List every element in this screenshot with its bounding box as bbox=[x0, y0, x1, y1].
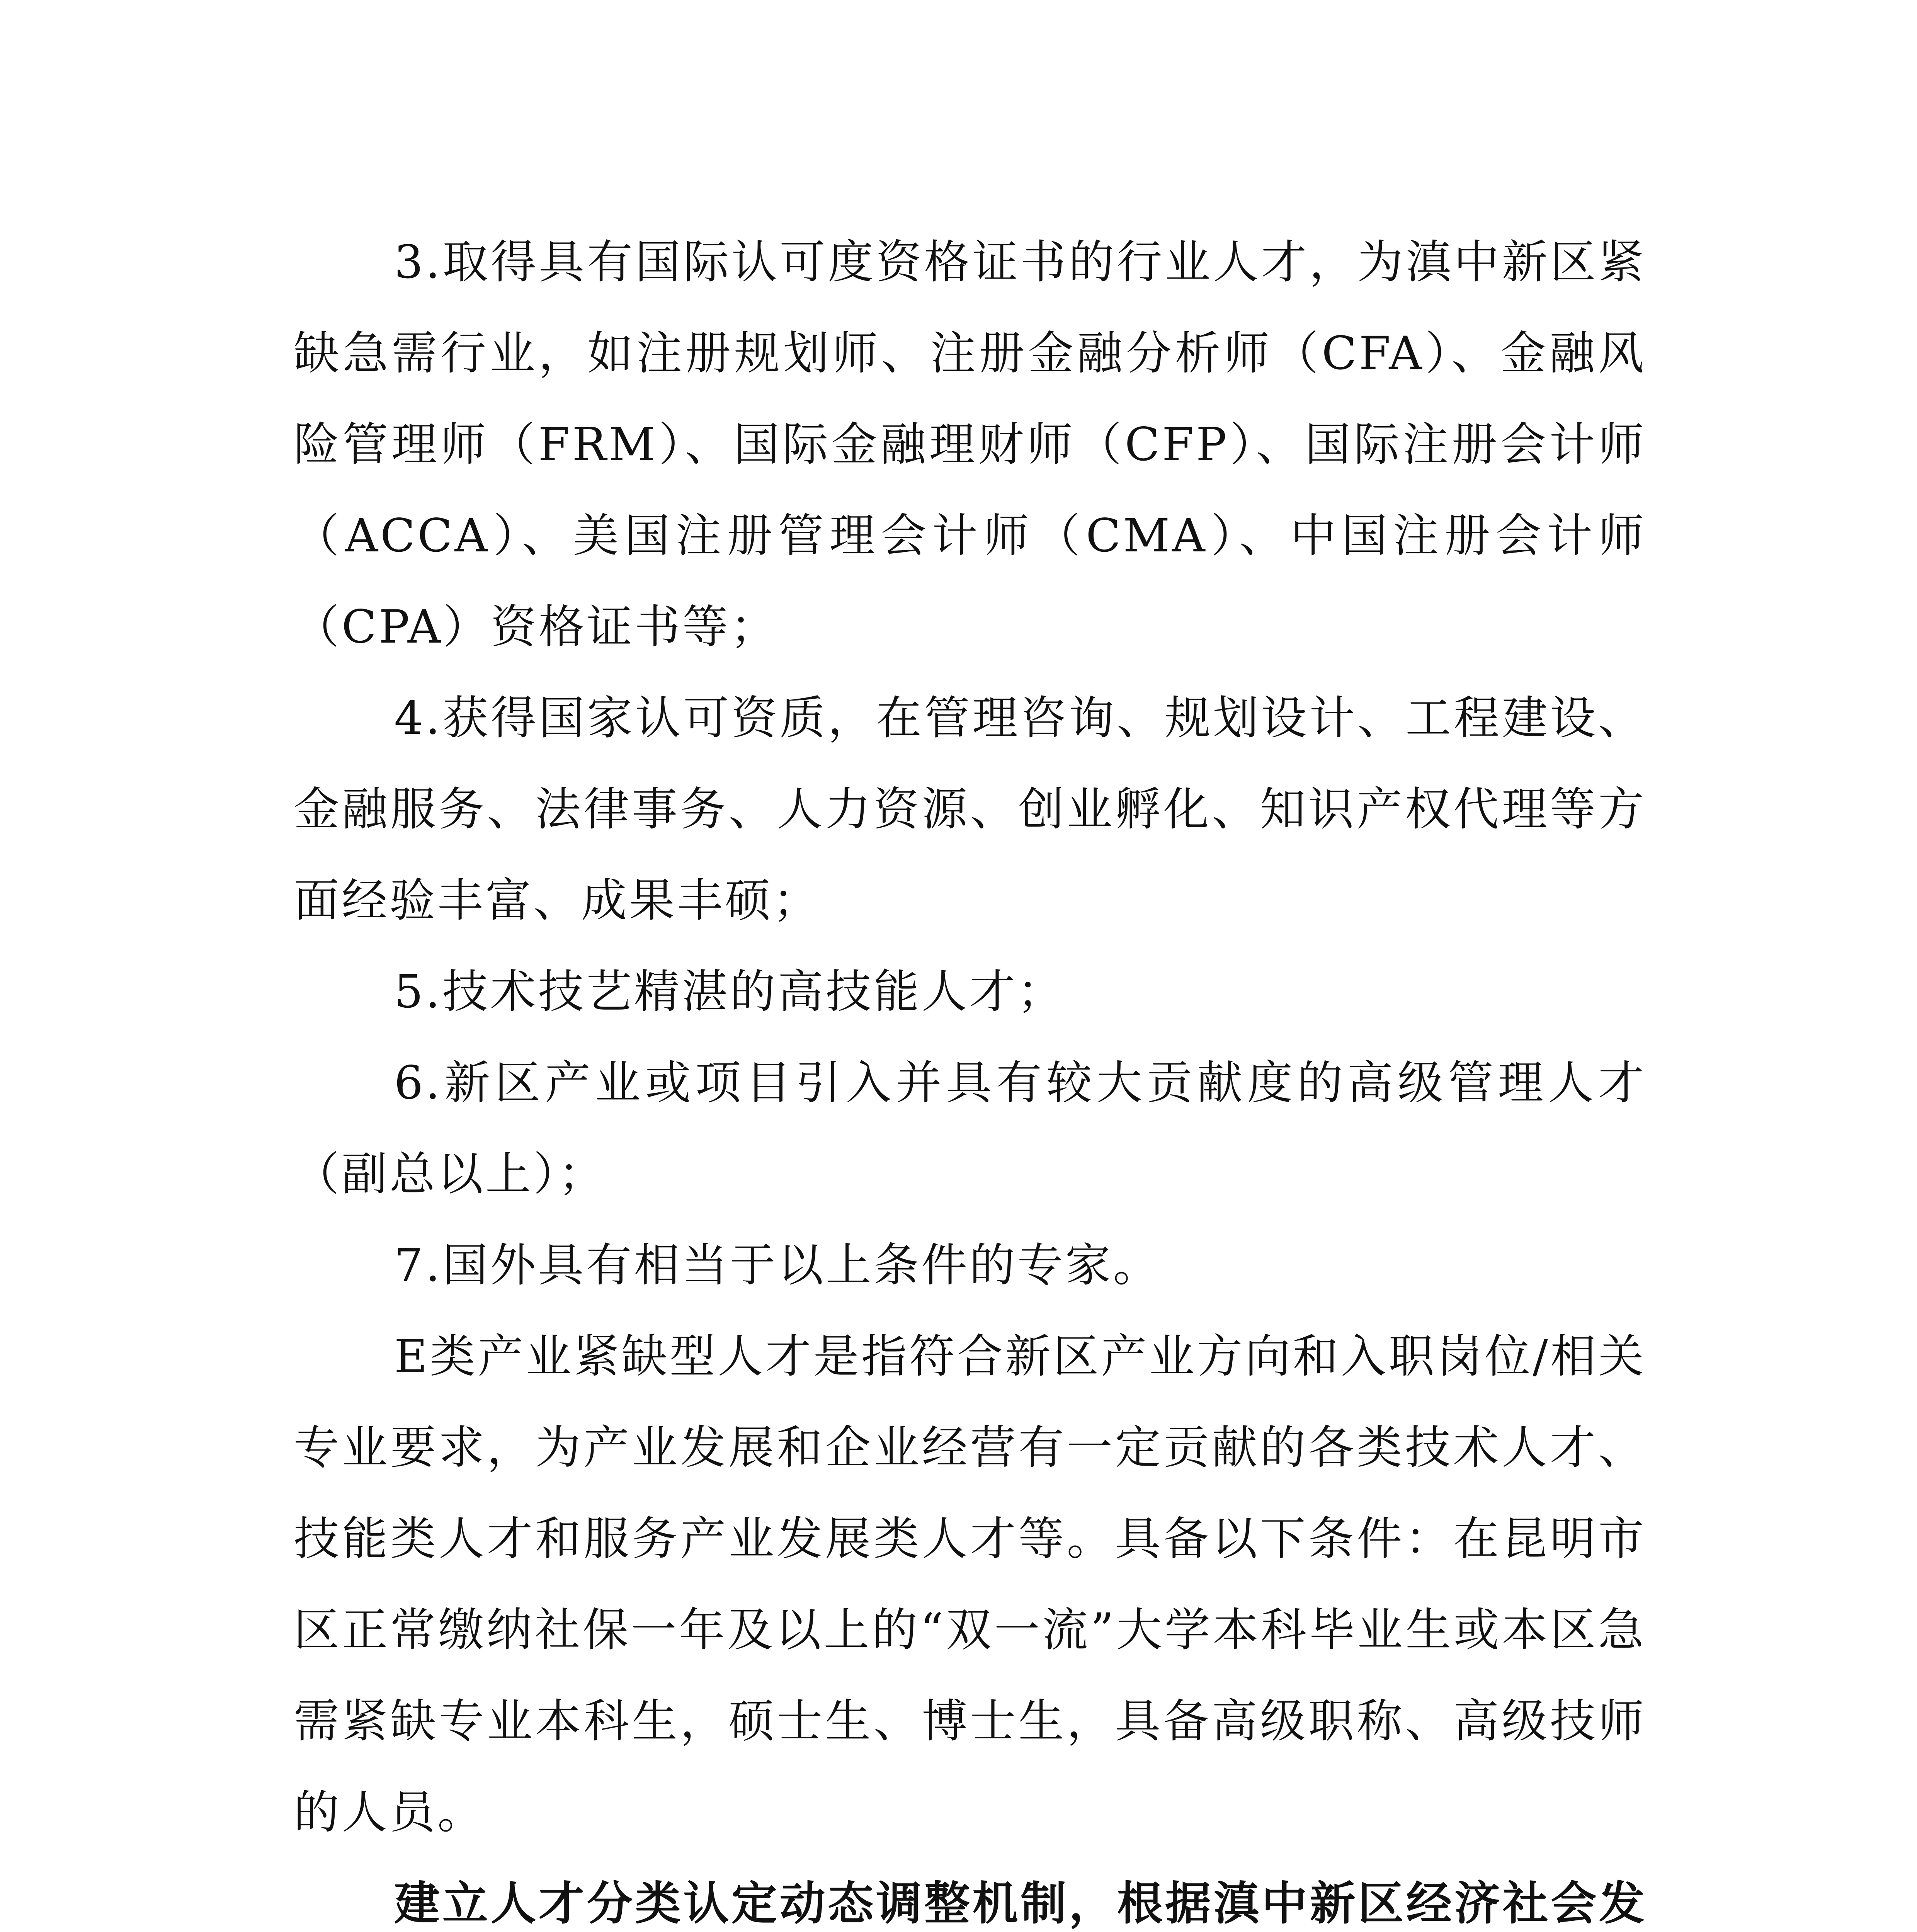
paragraph-dynamic-adjustment: 建立人才分类认定动态调整机制，根据滇中新区经济社会发 bbox=[394, 1877, 1646, 1930]
document-body bbox=[294, 216, 1646, 1932]
paragraph-item-4: 4.获得国家认可资质，在管理咨询、规划设计、工程建设、金融服务、法律事务、人力资源、创业孵化、知识产权代理等方面经验丰富、成果丰硕； bbox=[294, 691, 1646, 927]
paragraph-item-3: 3.取得具有国际认可度资格证书的行业人才，为滇中新区紧缺急需行业，如注册规划师、注册金融分析师（CFA）、金融风险管理师（FRM）、国际金融理财师（CFP）、国际注册会计师（ACCA）、美国注册管理会计师（CMA）、中国注册会计师（CPA）资格证书等； bbox=[294, 235, 1646, 653]
paragraph-item-6: 6.新区产业或项目引入并具有较大贡献度的高级管理人才（副总以上）； bbox=[294, 1056, 1646, 1201]
paragraph-class-e-talent: E类产业紧缺型人才是指符合新区产业方向和入职岗位/相关专业要求，为产业发展和企业经营有一定贡献的各类技术人才、技能类人才和服务产业发展类人才等。具备以下条件：在昆明市区正常缴纳社保一年及以上的“双一流”大学本科毕业生或本区急需紧缺专业本科生，硕士生、博士生，具备高级职称、高级技师的人员。 bbox=[294, 1330, 1646, 1839]
paragraph-item-5: 5.技术技艺精湛的高技能人才； bbox=[394, 965, 1065, 1018]
paragraph-item-7: 7.国外具有相当于以上条件的专家。 bbox=[394, 1238, 1161, 1292]
